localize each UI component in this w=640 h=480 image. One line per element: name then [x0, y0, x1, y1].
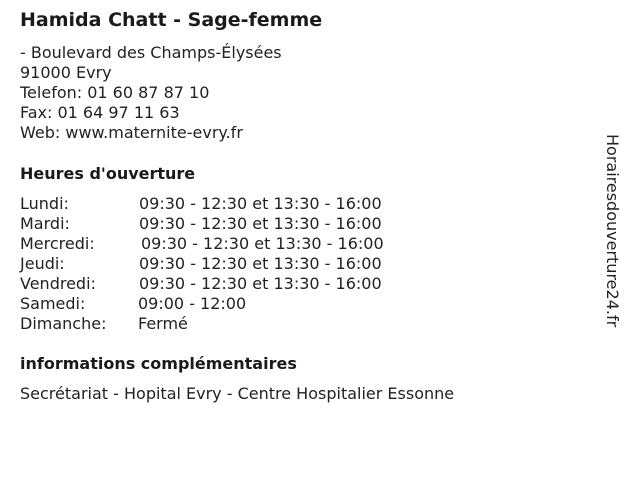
time-value: 09:30 - 12:30 et 13:30 - 16:00 — [141, 234, 384, 253]
time-value: 09:30 - 12:30 et 13:30 - 16:00 — [139, 194, 382, 213]
time-value: 09:30 - 12:30 et 13:30 - 16:00 — [139, 214, 382, 233]
time-value: 09:30 - 12:30 et 13:30 - 16:00 — [139, 254, 382, 273]
website-link[interactable]: www.maternite-evry.fr — [65, 123, 243, 142]
page-title: Hamida Chatt - Sage-femme — [20, 9, 323, 31]
day-label: Lundi: — [20, 194, 69, 213]
time-value: 09:30 - 12:30 et 13:30 - 16:00 — [139, 274, 382, 293]
day-label: Jeudi: — [20, 254, 65, 273]
time-value: Fermé — [138, 314, 188, 333]
fax-number: Fax: 01 64 97 11 63 — [20, 103, 180, 122]
phone-number: Telefon: 01 60 87 87 10 — [20, 83, 210, 102]
website-line — [20, 123, 282, 143]
site-watermark — [602, 134, 640, 346]
site-watermark-text: Horairesdouverture24.fr — [603, 134, 622, 328]
time-value: 09:00 - 12:00 — [138, 294, 247, 313]
website-label: Web: — [20, 123, 66, 142]
day-label: Dimanche: — [20, 314, 107, 333]
day-label: Mercredi: — [20, 234, 95, 253]
additional-info-text: Secrétariat - Hopital Evry - Centre Hospitalier Essonne — [20, 384, 455, 403]
city-postal: 91000 Evry — [20, 63, 112, 82]
contact-block — [20, 43, 282, 143]
day-label: Mardi: — [20, 214, 70, 233]
day-label: Vendredi: — [20, 274, 96, 293]
day-label: Samedi: — [20, 294, 86, 313]
opening-hours-heading: Heures d'ouverture — [20, 164, 196, 183]
additional-info-heading: informations complémentaires — [20, 354, 297, 373]
street-address: - Boulevard des Champs-Élysées — [20, 43, 282, 62]
